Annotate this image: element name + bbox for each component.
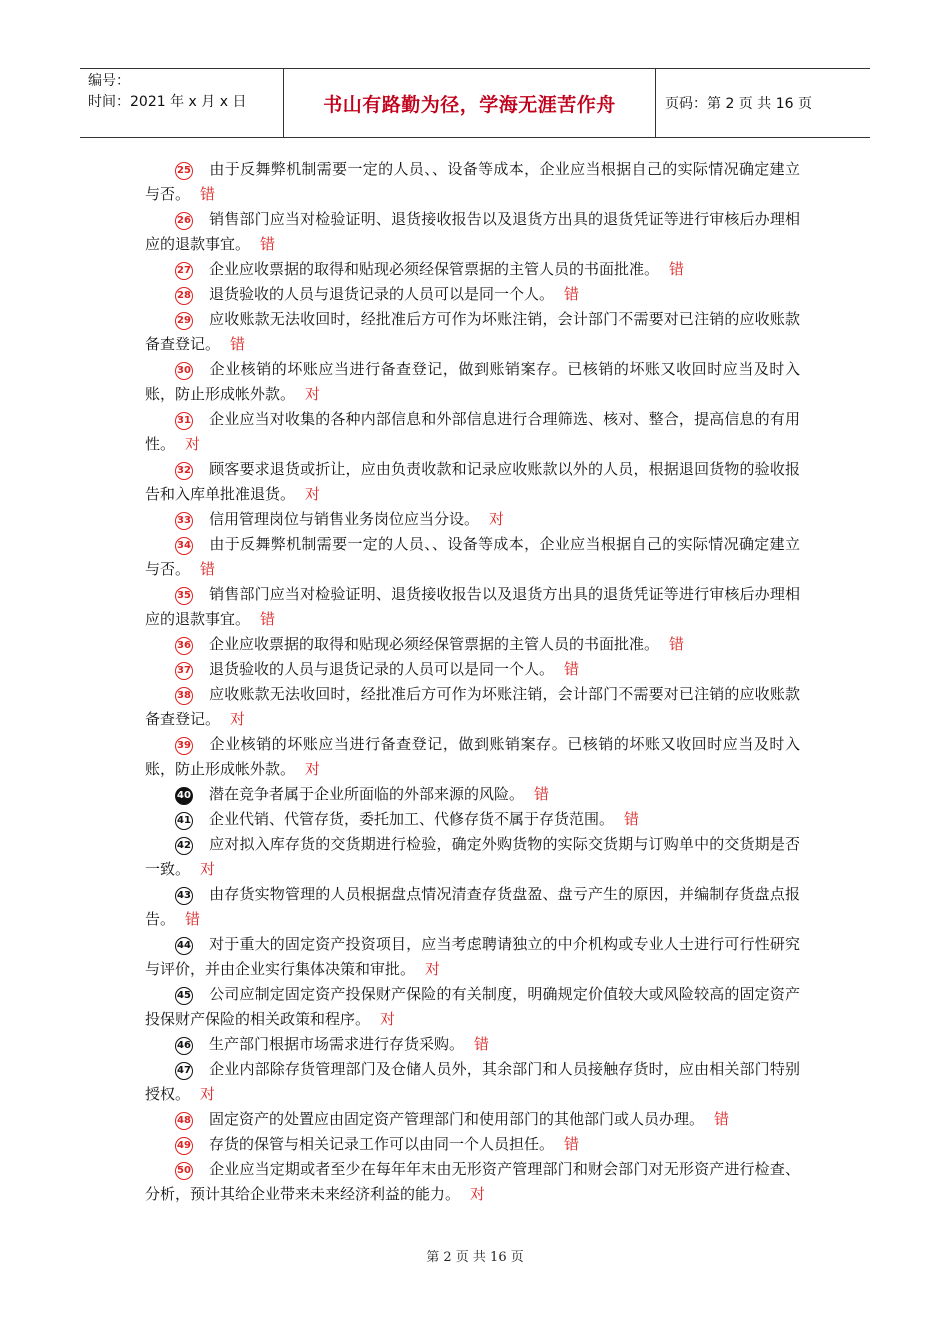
answer-mark: 错 (200, 560, 216, 578)
question-list (145, 157, 800, 1207)
question-number: 47 (175, 1062, 193, 1080)
question-text: 公司应制定固定资产投保财产保险的有关制度，明确规定价值较大或风险较高的固定资产投保财产保险的相关政策和程序。 (145, 985, 800, 1028)
question-number: 39 (175, 737, 193, 755)
question-text: 固定资产的处置应由固定资产管理部门和使用部门的其他部门或人员办理。 (209, 1110, 705, 1128)
question-item (145, 532, 800, 582)
question-item (145, 832, 800, 882)
answer-mark: 对 (489, 510, 505, 528)
question-number: 46 (175, 1037, 193, 1055)
question-number: 40 (175, 787, 193, 805)
answer-mark: 对 (305, 485, 321, 503)
question-item (145, 1157, 800, 1207)
question-number: 25 (175, 162, 193, 180)
question-text: 退货验收的人员与退货记录的人员可以是同一个人。 (209, 285, 555, 303)
question-text: 销售部门应当对检验证明、退货接收报告以及退货方出具的退货凭证等进行审核后办理相应的退款事宜。 (145, 210, 800, 253)
question-item (145, 507, 800, 532)
question-text: 顾客要求退货或折让，应由负责收款和记录应收账款以外的人员，根据退回货物的验收报告和入库单批准退货。 (145, 460, 800, 503)
answer-mark: 错 (534, 785, 550, 803)
header-meta (88, 71, 288, 113)
question-text: 企业核销的坏账应当进行备查登记，做到账销案存。已核销的坏账又收回时应当及时入账，防止形成帐外款。 (145, 735, 800, 778)
question-text: 生产部门根据市场需求进行存货采购。 (209, 1035, 465, 1053)
question-number: 32 (175, 462, 193, 480)
question-item (145, 1107, 800, 1132)
question-item (145, 682, 800, 732)
question-text: 由于反舞弊机制需要一定的人员、、设备等成本，企业应当根据自己的实际情况确定建立与否。 (145, 535, 800, 578)
question-number: 34 (175, 537, 193, 555)
question-number: 49 (175, 1137, 193, 1155)
question-item (145, 632, 800, 657)
answer-mark: 错 (714, 1110, 730, 1128)
time-label: 时间：2021 年 x 月 x 日 (88, 94, 247, 110)
question-text: 销售部门应当对检验证明、退货接收报告以及退货方出具的退货凭证等进行审核后办理相应的退款事宜。 (145, 585, 800, 628)
question-number: 36 (175, 637, 193, 655)
question-text: 信用管理岗位与销售业务岗位应当分设。 (209, 510, 480, 528)
question-number: 43 (175, 887, 193, 905)
question-item (145, 207, 800, 257)
question-item (145, 407, 800, 457)
question-text: 潜在竞争者属于企业所面临的外部来源的风险。 (209, 785, 525, 803)
answer-mark: 对 (305, 385, 321, 403)
answer-mark: 对 (230, 710, 246, 728)
answer-mark: 对 (380, 1010, 396, 1028)
answer-mark: 错 (669, 635, 685, 653)
question-text: 应对拟入库存货的交货期进行检验，确定外购货物的实际交货期与订购单中的交货期是否一致。 (145, 835, 800, 878)
question-number: 30 (175, 362, 193, 380)
question-text: 企业应收票据的取得和贴现必须经保管票据的主管人员的书面批准。 (209, 260, 660, 278)
answer-mark: 错 (260, 235, 276, 253)
question-number: 35 (175, 587, 193, 605)
question-text: 对于重大的固定资产投资项目，应当考虑聘请独立的中介机构或专业人士进行可行性研究与评价，并由企业实行集体决策和审批。 (145, 935, 800, 978)
question-text: 企业代销、代管存货，委托加工、代修存货不属于存货范围。 (209, 810, 615, 828)
question-number: 44 (175, 937, 193, 955)
question-text: 应收账款无法收回时，经批准后方可作为坏账注销，会计部门不需要对已注销的应收账款备查登记。 (145, 310, 800, 353)
question-number: 50 (175, 1162, 193, 1180)
question-text: 企业核销的坏账应当进行备查登记，做到账销案存。已核销的坏账又收回时应当及时入账，防止形成帐外款。 (145, 360, 800, 403)
question-number: 26 (175, 212, 193, 230)
question-item (145, 807, 800, 832)
question-text: 由存货实物管理的人员根据盘点情况清查存货盘盈、盘亏产生的原因，并编制存货盘点报告。 (145, 885, 800, 928)
question-item (145, 982, 800, 1032)
question-text: 存货的保管与相关记录工作可以由同一个人员担任。 (209, 1135, 555, 1153)
question-item (145, 582, 800, 632)
question-item (145, 357, 800, 407)
answer-mark: 错 (200, 185, 216, 203)
answer-mark: 错 (230, 335, 246, 353)
question-text: 退货验收的人员与退货记录的人员可以是同一个人。 (209, 660, 555, 678)
answer-mark: 错 (564, 285, 580, 303)
question-text: 应收账款无法收回时，经批准后方可作为坏账注销，会计部门不需要对已注销的应收账款备查登记。 (145, 685, 800, 728)
question-item (145, 932, 800, 982)
question-item (145, 257, 800, 282)
answer-mark: 错 (260, 610, 276, 628)
header-motto: 书山有路勤为径，学海无涯苦作舟 (323, 94, 616, 116)
answer-mark: 对 (305, 760, 321, 778)
answer-mark: 对 (425, 960, 441, 978)
page-footer: 第 2 页 共 16 页 (426, 1250, 524, 1265)
answer-mark: 错 (564, 660, 580, 678)
question-item (145, 732, 800, 782)
page-header (80, 68, 870, 138)
question-number: 37 (175, 662, 193, 680)
question-number: 38 (175, 687, 193, 705)
question-item (145, 1032, 800, 1057)
header-page-info: 页码：第 2 页 共 16 页 (665, 96, 812, 112)
question-item (145, 307, 800, 357)
answer-mark: 错 (474, 1035, 490, 1053)
question-item (145, 157, 800, 207)
question-text: 由于反舞弊机制需要一定的人员、、设备等成本，企业应当根据自己的实际情况确定建立与否。 (145, 160, 800, 203)
question-item (145, 657, 800, 682)
answer-mark: 对 (185, 435, 201, 453)
question-item (145, 282, 800, 307)
question-text: 企业应当对收集的各种内部信息和外部信息进行合理筛选、核对、整合，提高信息的有用性。 (145, 410, 800, 453)
question-text: 企业应收票据的取得和贴现必须经保管票据的主管人员的书面批准。 (209, 635, 660, 653)
serial-label: 编号： (88, 73, 130, 89)
question-text: 企业应当定期或者至少在每年年末由无形资产管理部门和财会部门对无形资产进行检查、分析，预计其给企业带来未来经济利益的能力。 (145, 1160, 800, 1203)
question-item (145, 1132, 800, 1157)
question-number: 45 (175, 987, 193, 1005)
question-number: 27 (175, 262, 193, 280)
question-number: 28 (175, 287, 193, 305)
answer-mark: 对 (470, 1185, 486, 1203)
answer-mark: 对 (200, 1085, 216, 1103)
question-item (145, 457, 800, 507)
answer-mark: 错 (669, 260, 685, 278)
header-divider (655, 69, 656, 137)
question-number: 42 (175, 837, 193, 855)
question-item (145, 1057, 800, 1107)
question-item (145, 782, 800, 807)
answer-mark: 错 (185, 910, 201, 928)
question-number: 33 (175, 512, 193, 530)
question-number: 48 (175, 1112, 193, 1130)
answer-mark: 错 (624, 810, 640, 828)
question-number: 41 (175, 812, 193, 830)
question-item (145, 882, 800, 932)
question-number: 29 (175, 312, 193, 330)
question-number: 31 (175, 412, 193, 430)
question-text: 企业内部除存货管理部门及仓储人员外，其余部门和人员接触存货时，应由相关部门特别授权。 (145, 1060, 800, 1103)
answer-mark: 对 (200, 860, 216, 878)
answer-mark: 错 (564, 1135, 580, 1153)
